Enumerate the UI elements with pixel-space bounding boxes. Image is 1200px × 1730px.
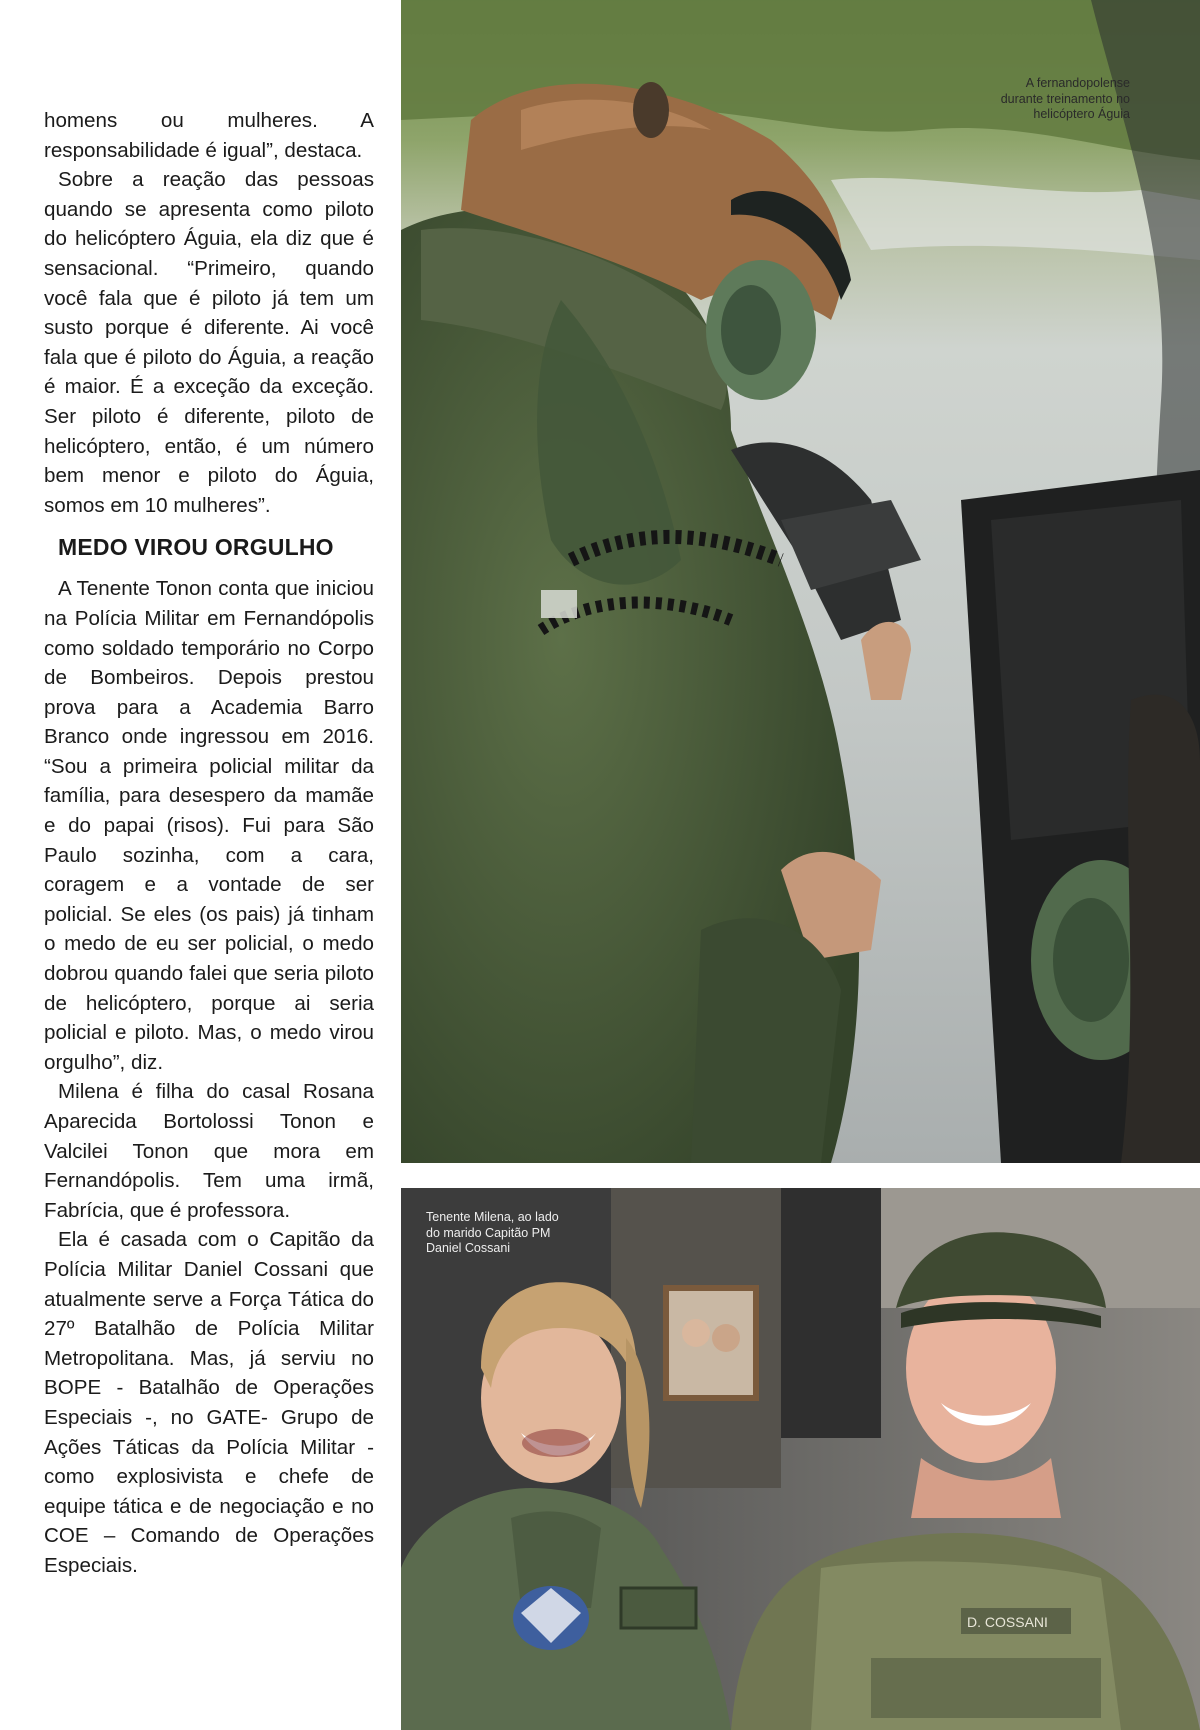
helicopter-training-image bbox=[401, 0, 1200, 1163]
helicopter-training-photo bbox=[401, 0, 1200, 1163]
article-paragraph: Ela é casada com o Capitão da Polícia Militar Daniel Cossani que atualmente serve a Força Tática do 27º Batalhão de Polícia Militar Metropolitana. Mas, já serviu no BOPE - Batalhão de Operações Especiais -, no GATE- Grupo de Ações Táticas da Polícia Militar - como explosivista e chefe de equipe tática e de negociação e no COE – Comando de Operações Especiais. bbox=[44, 1228, 374, 1577]
article-paragraph: Sobre a reação das pessoas quando se apresenta como piloto do helicóptero Águia, ela diz que é sensacional. “Primeiro, quando você fala que é piloto já tem um susto porque é diferente. Ai você fala que é piloto do Águia, a reação é maior. É a exceção da exceção. Ser piloto é diferente, piloto de helicóptero, então, é um número bem menor e piloto do Águia, somos em 10 mulheres”. bbox=[44, 168, 374, 517]
photo-caption-bottom: Tenente Milena, ao lado do marido Capitão PM Daniel Cossani bbox=[426, 1210, 559, 1255]
article-paragraph: homens ou mulheres. A responsabilidade é igual”, destaca. bbox=[44, 109, 374, 162]
photo-caption-top: A fernandopolense durante treinamento no helicóptero Águia bbox=[1000, 76, 1130, 121]
article-paragraph: A Tenente Tonon conta que iniciou na Polícia Militar em Fernandópolis como soldado temporário no Corpo de Bombeiros. Depois prestou prova para a Academia Barro Branco onde ingressou em 2016. “Sou a primeira policial militar da família, para desespero da mamãe e do papai (risos). Fui para São Paulo sozinha, com a cara, coragem e a vontade de ser policial. Se eles (os pais) já tinham o medo de eu ser policial, o medo dobrou quando falei que seria piloto de helicóptero, porque ai seria policial e piloto. Mas, o medo virou orgulho”, diz. bbox=[44, 577, 374, 1074]
section-heading: MEDO VIROU ORGULHO bbox=[58, 534, 334, 561]
name-tape-text: D. COSSANI bbox=[967, 1614, 1048, 1630]
article-text-column bbox=[44, 106, 374, 1581]
couple-photo bbox=[401, 1188, 1200, 1730]
article-paragraph: Milena é filha do casal Rosana Aparecida Bortolossi Tonon e Valcilei Tonon que mora em Fernandópolis. Tem uma irmã, Fabrícia, que é professora. bbox=[44, 1080, 374, 1222]
couple-image bbox=[401, 1188, 1200, 1730]
